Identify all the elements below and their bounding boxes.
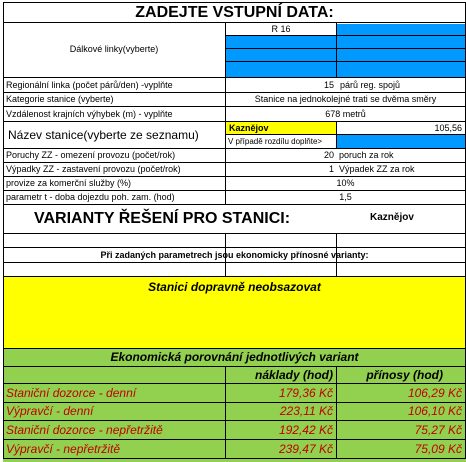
regional-label: Regionální linka (počet párů/den) -vyplňte [6,80,173,90]
economics-row-benefits: 75,09 Kč [414,442,462,456]
economics-row-label: Výpravčí - nepřetržitě [6,442,121,456]
economics-row-costs: 192,42 Kč [278,423,333,437]
provize-label: provize za komerční služby (%) [6,178,132,188]
dalkove-blue-cell-2b[interactable] [337,49,465,61]
nazev-hint-blue-cell[interactable] [337,135,465,148]
dalkove-blue-cell-1a[interactable] [226,36,336,48]
varianty-result: Stanici dopravně neobsazovat [148,280,321,294]
economics-title: Ekonomická porovnání jednotlivých variant [110,350,359,364]
varianty-station: Kaznějov [370,212,414,223]
regional-value[interactable]: 15 [323,80,334,90]
vypadky-unit: Výpadek ZZ za rok [339,164,415,174]
regional-unit: párů reg. spojů [340,80,401,90]
economics-row-costs: 239,47 Kč [278,442,333,456]
vzdalenost-value[interactable]: 678 metrů [325,109,366,119]
dalkove-blue-cell-2a[interactable] [226,49,336,61]
parametr-value[interactable]: 1,5 [339,192,352,202]
provize-value[interactable]: 10% [336,178,355,188]
poruchy-value[interactable]: 20 [323,150,334,160]
dalkove-blue-cell-3a[interactable] [226,62,336,77]
nazev-hint: V případě rozdílu doplňte> [228,137,323,146]
dalkove-linky-value[interactable]: R 16 [271,24,291,34]
vypadky-value[interactable]: 1 [328,164,334,174]
economics-row-label: Staniční dozorce - nepřetržitě [6,423,163,437]
dalkove-linky-label: Dálkové linky(vyberte) [69,44,159,54]
dalkove-blue-cell-3b[interactable] [337,62,465,77]
economics-row-benefits: 106,29 Kč [407,386,462,400]
page-title: ZADEJTE VSTUPNÍ DATA: [135,4,334,21]
kategorie-label: Kategorie stanice (vyberte) [6,94,114,104]
nazev-stanice-km: 105,56 [434,123,462,133]
parametr-label: parametr t - doba dojezdu poh. zam. (hod) [6,192,175,202]
nazev-stanice-value[interactable]: Kaznějov [229,123,269,133]
economics-row-label: Staniční dozorce - denní [6,386,137,400]
nazev-stanice-label: Název stanice(vyberte ze seznamu) [8,128,199,142]
varianty-note: Při zadaných parametrech jsou ekonomicky přínosné varianty: [100,250,369,260]
poruchy-unit: poruch za rok [339,150,394,160]
economics-row-benefits: 106,10 Kč [407,404,462,418]
vzdalenost-label: Vzdálenost krajních výhybek (m) - vyplňte [6,109,173,119]
economics-row-costs: 179,36 Kč [278,386,333,400]
dalkove-blue-cell-1b[interactable] [337,24,465,48]
economics-row-costs: 223,11 Kč [279,404,333,418]
economics-row-benefits: 75,27 Kč [414,423,462,437]
vypadky-label: Výpadky ZZ - zastavení provozu (počet/rok) [6,164,181,174]
economics-col-costs: náklady (hod) [254,368,333,382]
poruchy-label: Poruchy ZZ - omezení provozu (počet/rok) [6,150,176,160]
economics-col-benefits: přínosy (hod) [366,368,443,382]
economics-row-label: Výpravčí - denní [6,404,94,418]
varianty-title: VARIANTY ŘEŠENÍ PRO STANICI: [34,210,291,227]
kategorie-value[interactable]: Stanice na jednokolejné trati se dvěma směry [254,94,437,104]
